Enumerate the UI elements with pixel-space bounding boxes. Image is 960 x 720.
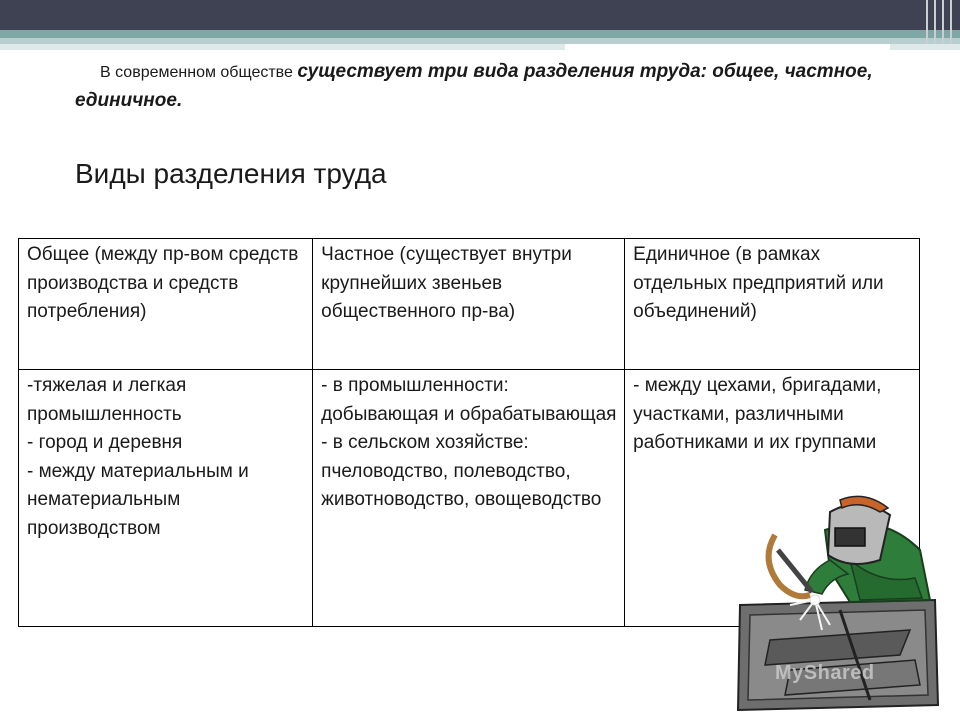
slide-stripe <box>0 30 960 38</box>
watermark-text: MyShared <box>775 662 875 684</box>
header-general: Общее (между пр-вом средств производства и средств потребления) <box>19 239 313 370</box>
list-item: - город и деревня <box>27 432 183 453</box>
intro-prefix: В современном обществе <box>100 64 298 81</box>
list-item: - между цехами, бригадами, участками, различными работниками и их группами <box>633 375 882 453</box>
corner-decoration <box>920 0 960 44</box>
list-item: - в промышленности: добывающая и обрабатывающая <box>321 375 617 425</box>
cell-general <box>19 370 313 627</box>
list-item: -тяжелая и легкая промышленность <box>27 375 187 425</box>
slide-stripe-gap <box>565 44 890 50</box>
list-item: - в сельском хозяйстве: пчеловодство, полеводство, животноводство, овощеводство <box>321 432 602 510</box>
cell-particular <box>313 370 625 627</box>
header-single: Единичное (в рамках отдельных предприятий или объединений) <box>625 239 920 370</box>
page-title: Виды разделения труда <box>75 158 387 189</box>
slide-top-bar <box>0 0 960 30</box>
list-item: - между материальным и нематериальным производством <box>27 460 249 539</box>
intro-emphasis: существует три вида разделения труда: общее, частное, единичное. <box>75 61 873 111</box>
intro-text <box>75 58 875 115</box>
header-particular: Частное (существует внутри крупнейших звеньев общественного пр-ва) <box>313 239 625 370</box>
table-header-row <box>19 239 920 370</box>
